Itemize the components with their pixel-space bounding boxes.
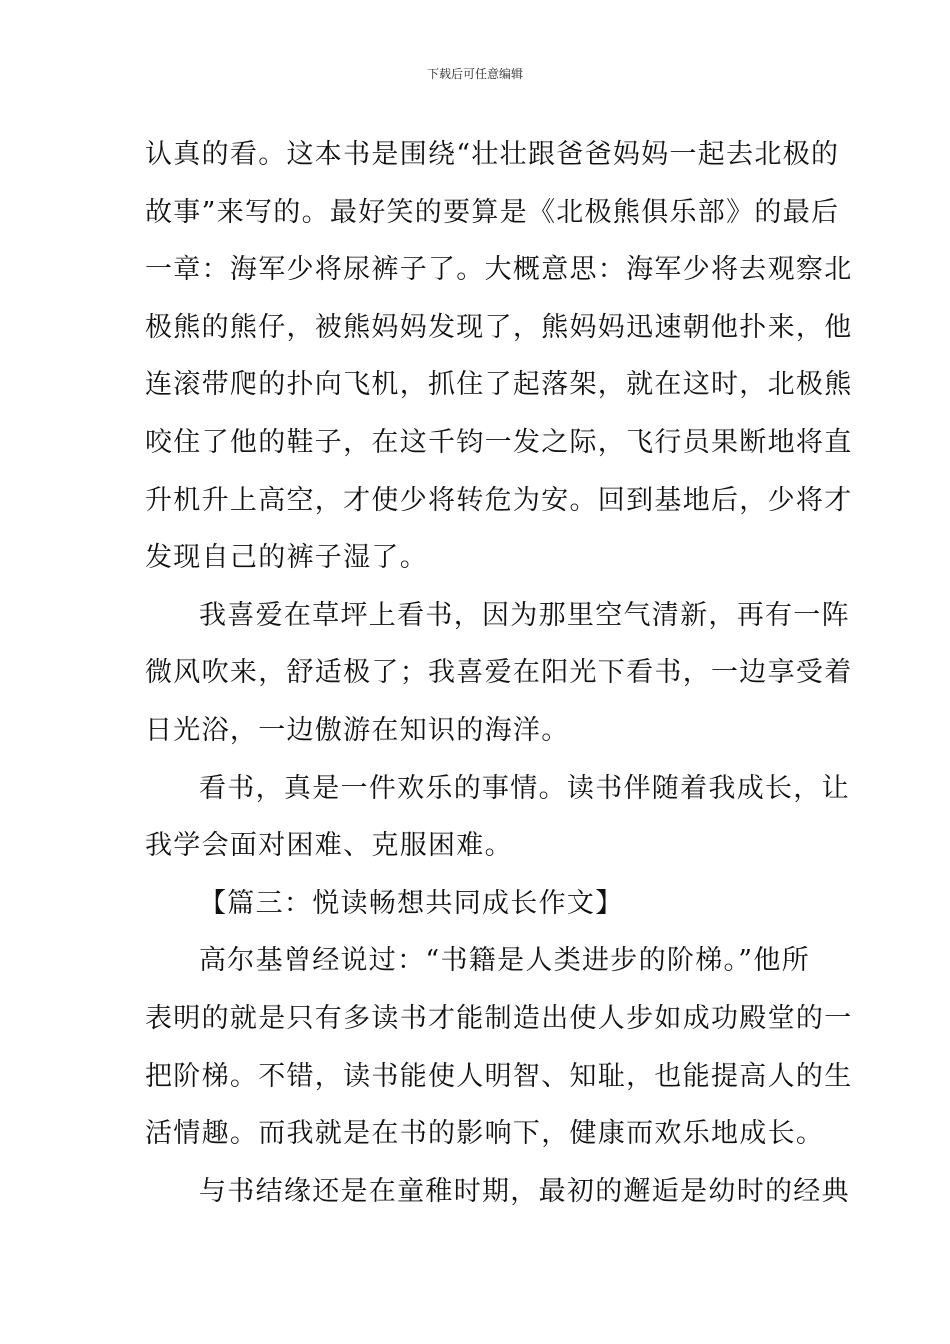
text-line: 连滚带爬的扑向飞机，抓住了起落架，就在这时，北极熊 bbox=[145, 369, 853, 401]
text-line: 极熊的熊仔，被熊妈妈发现了，熊妈妈迅速朝他扑来，他 bbox=[145, 311, 853, 343]
text-line: 升机升上高空，才使少将转危为安。回到基地后，少将才 bbox=[145, 484, 853, 516]
text-line: 我学会面对困难、克服困难。 bbox=[145, 830, 513, 862]
text-line: 故事”来写的。最好笑的要算是《北极熊俱乐部》的最后 bbox=[145, 196, 840, 228]
paragraph-first-line: 我喜爱在草坪上看书，因为那里空气清新，再有一阵 bbox=[199, 599, 850, 631]
section-heading: 【篇三：悦读畅想共同成长作文】 bbox=[199, 887, 624, 919]
paragraph-first-line: 与书结缘还是在童稚时期，最初的邂逅是幼时的经典 bbox=[199, 1175, 850, 1207]
text-line: 微风吹来，舒适极了；我喜爱在阳光下看书，一边享受着 bbox=[145, 657, 853, 689]
text-line: 表明的就是只有多读书才能制造出使人步如成功殿堂的一 bbox=[145, 1002, 853, 1034]
text-line: 日光浴，一边傲游在知识的海洋。 bbox=[145, 714, 570, 746]
text-line: 活情趣。而我就是在书的影响下，健康而欢乐地成长。 bbox=[145, 1118, 825, 1150]
page-header-note: 下载后可任意编辑 bbox=[426, 67, 523, 81]
document-body bbox=[145, 126, 853, 1220]
text-line: 咬住了他的鞋子，在这千钧一发之际，飞行员果断地将直 bbox=[145, 426, 853, 458]
text-line: 把阶梯。不错，读书能使人明智、知耻，也能提高人的生 bbox=[145, 1060, 853, 1092]
text-line: 认真的看。这本书是围绕“壮壮跟爸爸妈妈一起去北极的 bbox=[145, 139, 840, 170]
text-line: 一章：海军少将尿裤子了。大概意思：海军少将去观察北 bbox=[145, 254, 853, 286]
text-line: 发现自己的裤子湿了。 bbox=[145, 542, 428, 574]
paragraph-first-line: 看书，真是一件欢乐的事情。读书伴随着我成长，让 bbox=[199, 772, 850, 804]
paragraph-first-line: 高尔基曾经说过：“书籍是人类进步的阶梯。”他所 bbox=[199, 945, 811, 977]
